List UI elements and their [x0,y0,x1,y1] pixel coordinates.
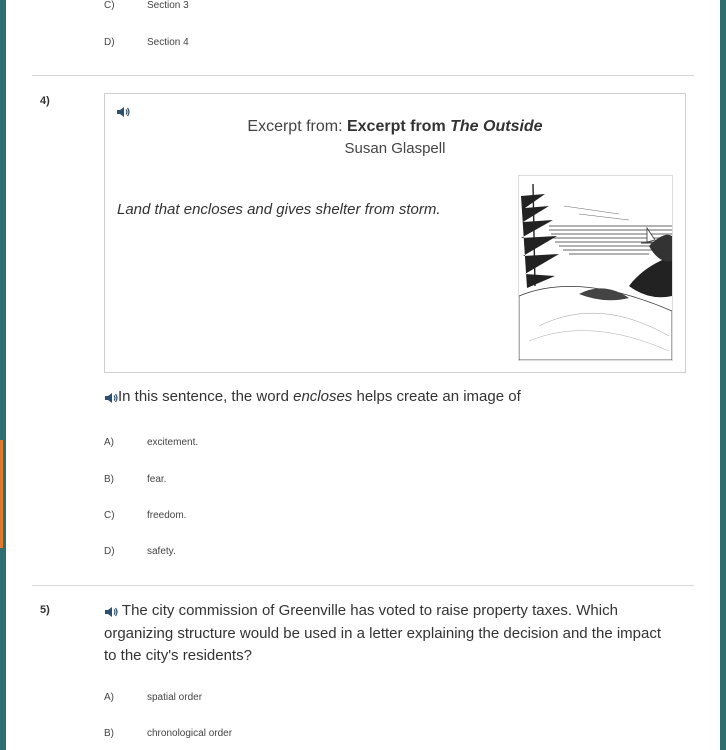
q3-option-d-letter[interactable]: D) [104,37,115,48]
passage-title-italic: The Outside [450,118,543,135]
question-divider [32,585,694,586]
question-4-stem [104,386,521,409]
audio-speaker-icon[interactable] [104,387,118,409]
q4-option-c-text[interactable]: freedom. [147,510,187,521]
stem-text-post: helps create an image of [352,388,521,405]
passage-title-prefix: Excerpt from: [247,118,347,135]
q3-option-c-letter[interactable]: C) [104,0,115,11]
stem-text-pre: In this sentence, the word [118,388,294,405]
side-tab-marker [0,440,3,548]
q4-option-d-text[interactable]: safety. [147,546,176,557]
passage-title-bold [347,118,543,135]
passage-title [105,118,685,136]
q4-option-a-letter[interactable]: A) [104,437,114,448]
q4-option-d-letter[interactable]: D) [104,546,115,557]
passage-line: Land that encloses and gives shelter from storm. [117,201,441,218]
audio-speaker-icon[interactable] [104,601,118,623]
shoreline-illustration [518,175,673,361]
question-number: 4) [40,95,50,107]
q4-option-b-text[interactable]: fear. [147,474,167,485]
passage-title-bold-text: Excerpt from [346,118,451,135]
q4-option-a-text[interactable]: excitement. [147,437,199,448]
question-divider [32,75,694,76]
q5-option-a-letter[interactable]: A) [104,692,114,703]
passage-box [104,93,686,373]
stem-text: The city commission of Greenville has voted to raise property taxes. Which organizing structure would be used in a letter explaining the decision and the impact to the city's residents? [104,602,662,664]
q5-option-b-letter[interactable]: B) [104,728,114,739]
q5-option-a-text[interactable]: spatial order [147,692,203,703]
passage-author: Susan Glaspell [344,140,446,157]
q3-option-c-text[interactable]: Section 3 [147,0,189,11]
quiz-page [6,0,720,750]
q4-option-c-letter[interactable]: C) [104,510,115,521]
stem-text-italic: encloses [293,388,353,405]
question-5-stem [104,600,664,667]
q3-option-d-text[interactable]: Section 4 [147,37,189,48]
q4-option-b-letter[interactable]: B) [104,474,114,485]
q5-option-b-text[interactable]: chronological order [147,728,233,739]
question-number: 5) [40,604,50,616]
